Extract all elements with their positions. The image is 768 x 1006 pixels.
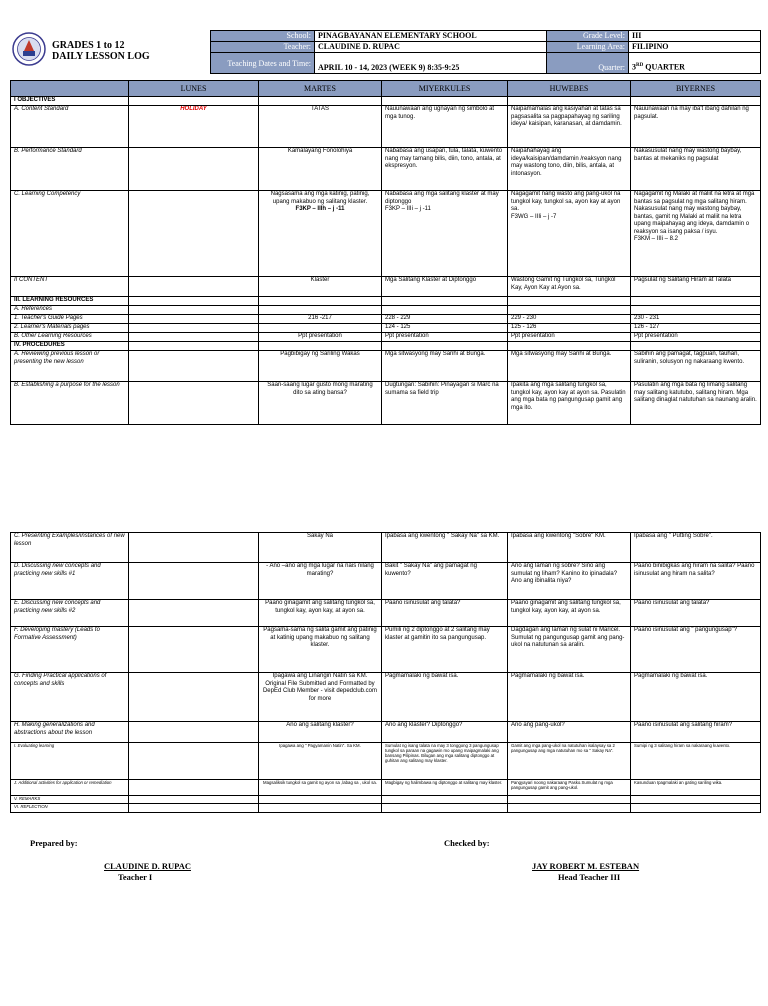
- cell-text: Sabihin ang pamagat, tagpuan, tauhan, suliranin, solusyon ng nakaraang kwento.: [634, 351, 745, 365]
- day-cell: [508, 191, 631, 277]
- cell-text: Pasulatin ang mga bata ng limang salitang may salitang katutubo, salitang hiram. Mga salitang dinaglat natutuhan sa naunang aralin.: [634, 382, 757, 403]
- cell-text: 216 -217: [308, 315, 332, 321]
- day-cell: [259, 804, 382, 813]
- cell-text: Ano ang pang-ukol?: [511, 722, 565, 728]
- lesson-row: [11, 796, 761, 804]
- row-label: B. Establishing a purpose for the lesson: [11, 382, 129, 425]
- day-cell: [631, 297, 761, 306]
- day-cell: [631, 533, 761, 563]
- day-cell: [129, 563, 259, 600]
- day-cell: [259, 796, 382, 804]
- day-cell: [382, 743, 508, 780]
- cell-text: 229 - 230: [511, 315, 537, 321]
- day-cell: [631, 563, 761, 600]
- prepared-by-label: Prepared by:: [30, 838, 78, 848]
- day-cell: [382, 297, 508, 306]
- grade-value: III: [629, 31, 761, 42]
- row-label: C. Learning Competency: [11, 191, 129, 277]
- day-cell: [631, 306, 761, 315]
- day-cell: [631, 673, 761, 722]
- lesson-table-part1: [10, 80, 761, 425]
- cell-text: Ipabasa ang kwentong " Sakay Na" sa KM.: [385, 533, 500, 539]
- cell-text: Nagagamit nang wasto ang pang-ukol na tungkol kay, tungkol sa, ayon kay at ayon sa.: [511, 191, 621, 212]
- day-cell: [382, 324, 508, 333]
- day-cell: [631, 796, 761, 804]
- cell-text: Ipagawa ang Linangin Natin sa KM. Original File Submitted and Formatted by DepEd Club Member - visit depedclub.com for more: [262, 673, 378, 702]
- day-cell: [259, 333, 382, 342]
- day-cell: [631, 342, 761, 351]
- quarter-number: 3: [632, 63, 636, 72]
- day-cell: [129, 97, 259, 106]
- row-label: B. Other Learning Resources: [11, 333, 129, 342]
- cell-text: Paano isinusulat ang talata?: [634, 600, 710, 606]
- day-cell: [259, 743, 382, 780]
- day-cell: [382, 148, 508, 191]
- day-cell: [382, 106, 508, 148]
- day-cell: [259, 382, 382, 425]
- lesson-row: [11, 297, 761, 306]
- day-cell: [129, 627, 259, 673]
- row-label: E. Discussing new concepts and practicing new skills #2: [11, 600, 129, 627]
- cell-text: Ppt presentation: [298, 333, 342, 339]
- lesson-row: [11, 315, 761, 324]
- lesson-row: [11, 673, 761, 722]
- school-value: PINAGBAYANAN ELEMENTARY SCHOOL: [315, 31, 547, 42]
- day-cell: [129, 673, 259, 722]
- day-cell: [631, 722, 761, 743]
- day-cell: [382, 191, 508, 277]
- day-header: BIYERNES: [631, 81, 761, 97]
- cell-text: Nababasa ang usapan, tula, talata, kuwento nang may tamang bilis, diin, tono, antala, at ekspresyon.: [385, 148, 503, 169]
- preparer-title: Teacher I: [118, 872, 153, 882]
- day-cell: [259, 722, 382, 743]
- day-cell: [259, 277, 382, 297]
- competency-code: F3KP – IIIi – j -11: [385, 206, 431, 212]
- day-cell: [259, 351, 382, 382]
- day-cell: [129, 306, 259, 315]
- day-cell: [508, 97, 631, 106]
- day-cell: [382, 627, 508, 673]
- day-cell: [508, 780, 631, 796]
- row-label: III. LEARNING RESOURCES: [11, 297, 129, 306]
- day-cell: [129, 324, 259, 333]
- lesson-row: [11, 533, 761, 563]
- day-cell: [382, 722, 508, 743]
- day-cell: [382, 600, 508, 627]
- day-cell: [508, 743, 631, 780]
- row-label: 1. Teacher's Guide Pages: [11, 315, 129, 324]
- day-cell: [382, 333, 508, 342]
- cell-text: Bakit " Sakay Na" ang pamagat ng kuwento?: [385, 563, 477, 577]
- cell-text: Ano ang laman ng sobre? Sino ang sumulat ng liham? Kanino ito ipinadala? Ano ang ibinalita niya?: [511, 563, 618, 584]
- row-label: A. References: [11, 306, 129, 315]
- cell-text: Naipamamalas ang kasiyahan at tatas sa pagsasalita sa pagpapahayag ng sariling ideya/ kaisipan, karanasan, at damdamin.: [511, 106, 622, 127]
- row-label: 2. Learner's Materials pages: [11, 324, 129, 333]
- lesson-row: [11, 780, 761, 796]
- lesson-row: [11, 191, 761, 277]
- competency-extra: Nakasusulat nang may wastong baybay, bantas, gamit ng Malaki at maliit na letra upang maipahayag ang ideya, damdamin o reaksyon sa isang paksa / isyu.: [634, 206, 750, 235]
- lesson-row: [11, 333, 761, 342]
- day-cell: [631, 97, 761, 106]
- day-cell: [382, 277, 508, 297]
- lesson-row: [11, 600, 761, 627]
- row-label: VI. REFLECTION: [11, 804, 129, 813]
- cell-text: Mga sitwasyong may Sanhi at Bunga.: [385, 351, 486, 357]
- cell-text: Ipabasa ang " Putting Sobre".: [634, 533, 713, 539]
- day-cell: [508, 600, 631, 627]
- cell-text: 230 - 231: [634, 315, 660, 321]
- area-label: Learning Area:: [547, 42, 629, 53]
- day-cell: [382, 97, 508, 106]
- day-cell: [631, 627, 761, 673]
- row-label: I OBJECTIVES: [11, 97, 129, 106]
- cell-text: Nagagamit ng Malaki at maliit na letra at mga bantas sa pagsulat ng mga salitang hiram.: [634, 191, 755, 205]
- cell-text: - Ano –ano ang mga lugar na nais nilang marating?: [266, 563, 374, 577]
- day-cell: [129, 297, 259, 306]
- day-cell: [129, 148, 259, 191]
- cell-text: Pagsama-sama ng salita gamit ang patinig at katinig upang makabuo ng salitang klaster.: [263, 627, 377, 648]
- lesson-row: [11, 97, 761, 106]
- day-cell: [129, 804, 259, 813]
- cell-text: Magbigay ng halimbawa ng diptonggo at salitang may klaster.: [385, 780, 503, 785]
- title-line-1: GRADES 1 to 12: [52, 40, 125, 51]
- lesson-row: [11, 277, 761, 297]
- lesson-row: [11, 351, 761, 382]
- cell-text: Pagsulat ng Salitang Hiram at Talata: [634, 277, 731, 283]
- checker-title: Head Teacher III: [558, 872, 621, 882]
- day-cell: [259, 627, 382, 673]
- day-cell: [508, 324, 631, 333]
- cell-text: Klaster: [310, 277, 330, 283]
- day-cell: [259, 191, 382, 277]
- day-cell: [631, 191, 761, 277]
- day-cell: [259, 324, 382, 333]
- day-cell: [382, 533, 508, 563]
- day-cell: [508, 533, 631, 563]
- day-cell: [631, 315, 761, 324]
- deped-seal-icon: [12, 32, 46, 66]
- day-cell: [129, 333, 259, 342]
- cell-text: Pumili ng 2 diptonggo at 2 salitang may klaster at gamitin ito sa pangungusap.: [385, 627, 490, 641]
- cell-text: Ppt presentation: [634, 333, 678, 339]
- cell-text: Ipabasa ang kwentong "Sobre" KM.: [511, 533, 606, 539]
- day-cell: [382, 563, 508, 600]
- day-cell: [631, 743, 761, 780]
- row-label: I. Evaluating learning: [11, 743, 129, 780]
- cell-text: Nababasa ang mga salitang klaster at may diptonggo: [385, 191, 499, 205]
- cell-text: Pagbibigay ng Sariling Wakas: [280, 351, 360, 357]
- lesson-row: [11, 106, 761, 148]
- day-cell: [259, 97, 382, 106]
- competency-code: F3WG – IIIi – j -7: [511, 213, 557, 220]
- row-label: J. Additional activities for application or remediation: [11, 780, 129, 796]
- cell-text: Wastong Gamit ng Tungkol sa, Tungkol Kay, Ayon Kay at Ayon sa.: [511, 277, 616, 291]
- row-label: F. Developing mastery (Leads to Formative Assessment): [11, 627, 129, 673]
- day-cell: [259, 106, 382, 148]
- cell-text: Dugtungan: Sabihin: Pinayagan si Marc na sumama sa field trip: [385, 382, 499, 396]
- lesson-row: [11, 324, 761, 333]
- cell-text: Pagmamalaki ng bawat isa.: [511, 673, 585, 679]
- day-cell: [259, 780, 382, 796]
- cell-text: Mga Salitang Klaster at Diptonggo: [385, 277, 477, 283]
- day-cell: [508, 315, 631, 324]
- day-cell: [129, 533, 259, 563]
- day-header: MIYERKULES: [382, 81, 508, 97]
- cell-text: Ipagawa ang " Pagyamanin Natin". Sa KM.: [279, 743, 361, 748]
- day-cell: [508, 306, 631, 315]
- cell-text: Sumipi ng 3 salitang hiram sa nakaraang kuwento.: [634, 743, 731, 748]
- day-cell: [508, 342, 631, 351]
- grade-label: Grade Level:: [547, 31, 629, 42]
- day-cell: [129, 382, 259, 425]
- checker-name: JAY ROBERT M. ESTEBAN: [532, 861, 640, 871]
- competency-code: F3KM – IIIi – 8.2: [634, 236, 679, 242]
- day-cell: [508, 148, 631, 191]
- day-cell: [129, 743, 259, 780]
- day-cell: [631, 277, 761, 297]
- day-header: MARTES: [259, 81, 382, 97]
- row-label: II CONTENT: [11, 277, 129, 297]
- teacher-value: CLAUDINE D. RUPAC: [315, 42, 547, 53]
- day-cell: [129, 722, 259, 743]
- day-cell: [631, 324, 761, 333]
- day-cell: [631, 351, 761, 382]
- day-cell: [631, 106, 761, 148]
- day-cell: [259, 533, 382, 563]
- day-header: LUNES: [129, 81, 259, 97]
- lesson-row: [11, 627, 761, 673]
- quarter-text: QUARTER: [643, 63, 685, 72]
- area-value: FILIPINO: [629, 42, 761, 53]
- preparer-name: CLAUDINE D. RUPAC: [104, 861, 191, 871]
- cell-text: Ppt presentation: [511, 333, 555, 339]
- row-label: D. Discussing new concepts and practicing new skills #1: [11, 563, 129, 600]
- cell-text: Nagsasama ang mga katinig, patinig, upang makabuo ng salitang klaster.: [270, 191, 370, 205]
- row-label: G. Finding Practical applications of concepts and skills: [11, 673, 129, 722]
- cell-text: Ano ang salitang klaster?: [286, 722, 354, 728]
- cell-text: Dagdagan ang laman ng sulat ni Maricel. Sumulat ng pangungusap gamit ang pang-ukol na natutunan sa aralin.: [511, 627, 625, 648]
- row-label: A. Content Standard: [11, 106, 129, 148]
- quarter-value: [629, 53, 761, 74]
- competency-code: F3KP – IIIh – j -11: [295, 206, 345, 212]
- day-cell: [631, 333, 761, 342]
- day-cell: [382, 342, 508, 351]
- cell-text: Nauunawaan na may iba't ibang dahilan ng pagsulat.: [634, 106, 749, 120]
- form-title: [52, 40, 150, 62]
- day-cell: [129, 351, 259, 382]
- day-cell: [259, 563, 382, 600]
- info-table: [210, 30, 761, 74]
- cell-text: Mga sitwasyong may Sanhi at Bunga.: [511, 351, 612, 357]
- lesson-row: [11, 306, 761, 315]
- day-cell: [259, 148, 382, 191]
- day-cell: [129, 796, 259, 804]
- cell-text: 228 - 229: [385, 315, 411, 321]
- day-cell: [259, 306, 382, 315]
- school-label: School:: [211, 31, 315, 42]
- day-cell: [259, 297, 382, 306]
- lesson-row: [11, 804, 761, 813]
- day-cell: [129, 191, 259, 277]
- lesson-table-part2: [10, 532, 761, 813]
- cell-text: Kamalayang Fonolohiya: [287, 148, 353, 154]
- cell-text: Kasunduan Ipagmalaki an gating sariling wika.: [634, 780, 723, 785]
- day-cell: [129, 342, 259, 351]
- day-cell: [508, 277, 631, 297]
- cell-text: Pangyayari noong nakaraang Pasko.Sumulat ng mga pangungusap gamit ang pang-ukol.: [511, 780, 613, 790]
- cell-text: 124 - 125: [385, 324, 411, 330]
- day-cell: [631, 382, 761, 425]
- checked-by-label: Checked by:: [444, 838, 490, 848]
- day-cell: [382, 804, 508, 813]
- cell-text: Saan-saang lugar gusto mong marating dito sa ating bansa?: [267, 382, 373, 396]
- cell-text: Pagmamalaki ng bawat isa.: [634, 673, 708, 679]
- cell-text: Paano ginagamit ang salitang tungkol sa, tungkol kay, ayon kay, at ayon sa.: [265, 600, 375, 614]
- day-cell: [631, 804, 761, 813]
- teacher-label: Teacher:: [211, 42, 315, 53]
- day-cell: [508, 673, 631, 722]
- cell-text: 125 - 126: [511, 324, 537, 330]
- cell-text: Ipakita ang mga salitang tungkol sa, tungkol kay, ayon kay at ayon sa. Pasulatin ang mga bata ng pangungusap gamit ang mga ito.: [511, 382, 626, 411]
- day-header: HUWEBES: [508, 81, 631, 97]
- dates-value: APRIL 10 - 14, 2023 (WEEK 9) 8:35-9:25: [315, 53, 547, 74]
- day-cell: [382, 673, 508, 722]
- day-cell: [129, 277, 259, 297]
- cell-text: Pagmamalaki ng bawat isa.: [385, 673, 459, 679]
- cell-text: 126 - 127: [634, 324, 660, 330]
- lesson-row: [11, 148, 761, 191]
- day-cell: [508, 382, 631, 425]
- day-cell: [382, 315, 508, 324]
- cell-text: Nakasusulat nang may wastong baybay, bantas at mekaniks ng pagsulat: [634, 148, 742, 162]
- day-cell: [382, 351, 508, 382]
- cell-text: Nauunawaan ang ugnayan ng simbolo at mga tunog.: [385, 106, 495, 120]
- lesson-row: [11, 382, 761, 425]
- day-header-row: [11, 81, 761, 97]
- cell-text: Sakay Na: [306, 533, 333, 539]
- cell-text: Ano ang klaster? Diptonggo?: [385, 722, 463, 728]
- row-label: B. Performance Standard: [11, 148, 129, 191]
- day-cell: [382, 796, 508, 804]
- row-label: IV. PROCEDURES: [11, 342, 129, 351]
- day-cell: [129, 600, 259, 627]
- lesson-row: [11, 342, 761, 351]
- day-cell: [631, 600, 761, 627]
- title-line-2: DAILY LESSON LOG: [52, 51, 150, 62]
- day-cell: [508, 804, 631, 813]
- day-cell: [259, 315, 382, 324]
- lesson-row: [11, 722, 761, 743]
- row-label: H. Making generalizations and abstractions about the lesson: [11, 722, 129, 743]
- day-cell: [259, 600, 382, 627]
- holiday-label: HOLIDAY: [180, 106, 207, 112]
- quarter-label: Quarter:: [547, 53, 629, 74]
- row-label: A. Reviewing previous lesson or presenting the new lesson: [11, 351, 129, 382]
- day-cell: [382, 382, 508, 425]
- day-cell: [259, 673, 382, 722]
- cell-text: Paano isinusulat ang salitang hiram?: [634, 722, 733, 728]
- cell-text: TATAS: [311, 106, 329, 112]
- cell-text: Paano isinusulat ang talata?: [385, 600, 461, 606]
- cell-text: Magsaliksik tungkol sa gamit ng ayon sa ,labag sa , ukol sa.: [263, 780, 377, 785]
- day-cell: [508, 106, 631, 148]
- corner-cell: [11, 81, 129, 97]
- day-cell: [508, 796, 631, 804]
- day-cell: [508, 297, 631, 306]
- row-label: C. Presenting Examples/instances of new lesson: [11, 533, 129, 563]
- lesson-row: [11, 563, 761, 600]
- day-cell: [129, 106, 259, 148]
- quarter-suffix: RD: [636, 63, 644, 69]
- day-cell: [508, 351, 631, 382]
- day-cell: [508, 563, 631, 600]
- day-cell: [631, 780, 761, 796]
- day-cell: [382, 780, 508, 796]
- day-cell: [508, 333, 631, 342]
- cell-text: Gamit ang mga pang-ukol na natutuhan isalaysay sa 2 pangungusap ang mga natutuhan mo sa " Sakay Na".: [511, 743, 615, 753]
- cell-text: Paano binibigkas ang hiram na salita? Paano isinusulat ang hiram na salita?: [634, 563, 755, 577]
- day-cell: [259, 342, 382, 351]
- cell-text: Naipahahayag ang ideya/kaisipan/damdamin /reaksyon nang may wastong tono, diin, bilis, antala, at intonasyon.: [511, 148, 622, 177]
- cell-text: Paano ginagamit ang salitang tungkol sa, tungkol kay, ayon kay, at ayon sa.: [511, 600, 621, 614]
- day-cell: [631, 148, 761, 191]
- cell-text: Ppt presentation: [385, 333, 429, 339]
- day-cell: [382, 306, 508, 315]
- day-cell: [508, 627, 631, 673]
- cell-text: Sumulat ng isang talata na may 3 tonggong 3 pangungusap tungkol sa paraan na gagawin mo upang maipagmalaki ang bansang Pilipinas. Bilugan ang mga salitang diptonggo at guhitan ang salitang may klaster.: [385, 743, 499, 763]
- lesson-row: [11, 743, 761, 780]
- cell-text: Paano isinusulat ang " pangungusap"?: [634, 627, 738, 633]
- day-cell: [129, 780, 259, 796]
- day-cell: [129, 315, 259, 324]
- dates-label: Teaching Dates and Time:: [211, 53, 315, 74]
- day-cell: [508, 722, 631, 743]
- row-label: V. REMARKS: [11, 796, 129, 804]
